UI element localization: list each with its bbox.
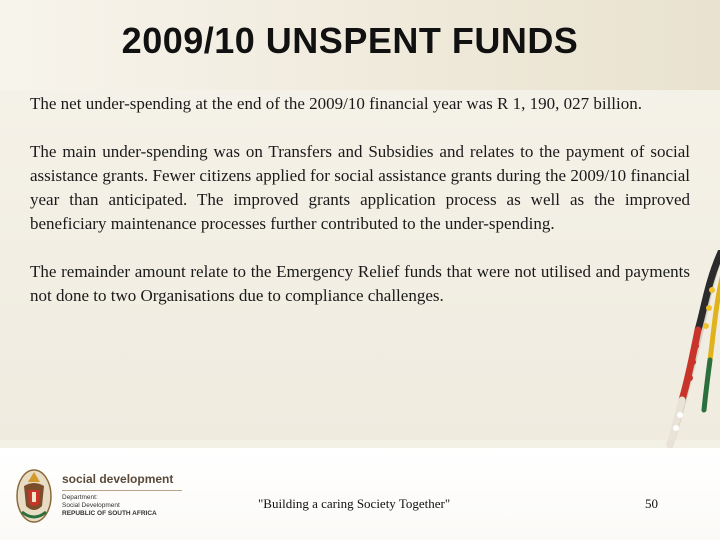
slide-body [30,92,690,332]
department-logo [14,464,194,528]
paragraph-net-underspending: The net under-spending at the end of the 2009/10 financial year was R 1, 190, 027 billion. [30,94,642,113]
page-title: 2009/10 UNSPENT FUNDS [121,20,579,61]
logo-divider [62,490,182,491]
paragraph-main-underspending: The main under-spending was on Transfers and Subsidies and relates to the payment of social assistance grants. Fewer citizens applied for social assistance grants during the 2009/10 financial year than anticipated. The improved grants application process as well as the improved beneficiary maintenance processes further contributed to the under-spending. [30,142,690,233]
paragraph-remainder: The remainder amount relate to the Emergency Relief funds that were not utilised and payments not done to two Organisations due to compliance challenges. [30,262,690,305]
coat-of-arms-icon [14,466,54,526]
logo-name: social development [62,472,174,486]
footer-slogan: "Building a caring Society Together" [258,496,451,511]
logo-line-department: Department: [62,494,98,501]
page-number: 50 [645,496,658,511]
logo-line-social-development: Social Development [62,502,120,509]
logo-line-republic: REPUBLIC OF SOUTH AFRICA [62,510,157,517]
logo-subtext [62,494,157,518]
